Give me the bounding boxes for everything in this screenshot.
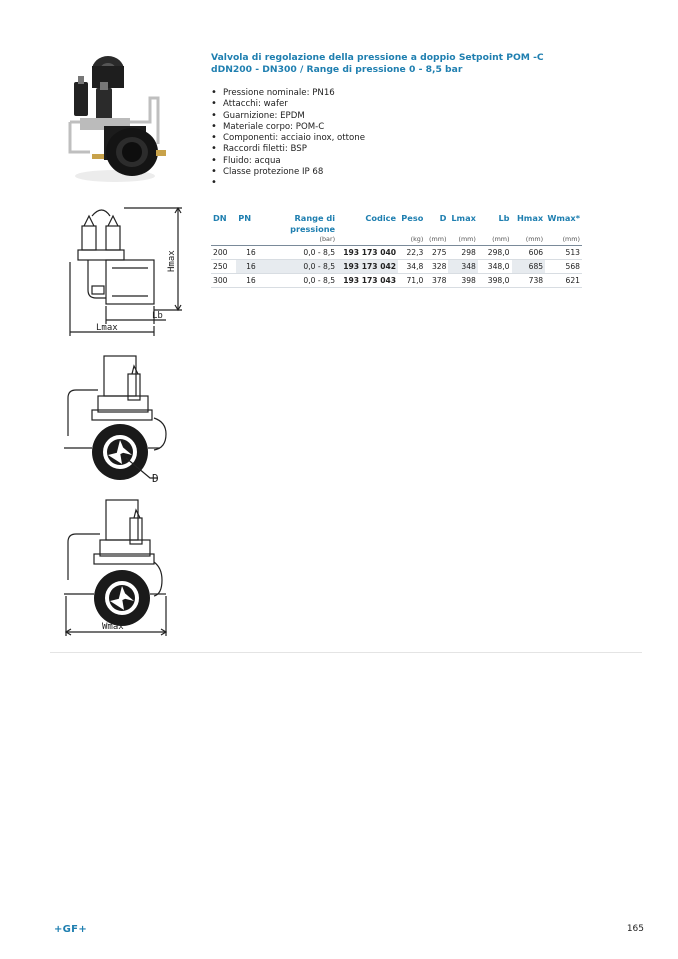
unit-range: (bar) bbox=[319, 235, 336, 243]
col-header-pn: PN bbox=[238, 213, 252, 223]
cell-hmax: 685 bbox=[512, 260, 546, 274]
col-header-lmax: Lmax bbox=[451, 213, 476, 223]
unit-lmax: (mm) bbox=[458, 235, 476, 243]
cell-lmax: 398 bbox=[461, 276, 476, 285]
cell-d: 378 bbox=[431, 276, 447, 285]
cell-wmax: 568 bbox=[565, 262, 580, 271]
cell-hmax: 606 bbox=[528, 248, 544, 257]
spec-item: • Classe protezione IP 68 bbox=[211, 167, 365, 178]
cell-codice: 193 173 040 bbox=[343, 248, 397, 257]
cell-range: 0,0 - 8,5 bbox=[303, 248, 336, 257]
table-units-row bbox=[211, 235, 582, 244]
specifications-list bbox=[211, 88, 365, 190]
lb-label: Lb bbox=[152, 311, 163, 321]
cell-lmax: 298 bbox=[461, 248, 476, 257]
product-photo bbox=[60, 52, 172, 184]
unit-d: (mm) bbox=[429, 235, 447, 243]
cell-lb: 298,0 bbox=[487, 248, 510, 257]
cell-dn: 300 bbox=[213, 276, 228, 285]
dimensions-table bbox=[211, 213, 582, 288]
unit-hmax: (mm) bbox=[525, 235, 544, 243]
table-row bbox=[211, 246, 582, 260]
cell-hmax: 738 bbox=[528, 276, 544, 285]
cell-pn: 16 bbox=[236, 260, 265, 274]
cell-peso: 71,0 bbox=[406, 276, 424, 285]
dimension-drawing-front-wmax bbox=[62, 496, 172, 638]
cell-range: 0,0 - 8,5 bbox=[303, 276, 336, 285]
page-number: 165 bbox=[626, 924, 644, 934]
product-title bbox=[211, 52, 651, 76]
col-header-wmax: Wmax* bbox=[547, 213, 580, 223]
cell-dn: 200 bbox=[213, 248, 228, 257]
cell-peso: 22,3 bbox=[406, 248, 424, 257]
spec-item: • Pressione nominale: PN16 bbox=[211, 88, 365, 99]
cell-d: 328 bbox=[431, 262, 447, 271]
unit-peso: (kg) bbox=[410, 235, 424, 243]
spec-item: • Materiale corpo: POM-C bbox=[211, 122, 365, 133]
d-label: D bbox=[152, 472, 159, 484]
cell-dn: 250 bbox=[213, 262, 228, 271]
cell-peso: 34,8 bbox=[406, 262, 424, 271]
cell-codice: 193 173 043 bbox=[343, 276, 397, 285]
col-header-range: Range di pressione bbox=[290, 213, 336, 234]
hmax-label: Hmax bbox=[167, 250, 177, 272]
dimension-drawing-front-d bbox=[62, 352, 172, 484]
title-line-1: Valvola di regolazione della pressione a doppio Setpoint POM -C bbox=[211, 52, 544, 63]
lmax-label: Lmax bbox=[96, 323, 118, 333]
table-row bbox=[211, 274, 582, 288]
col-header-dn: DN bbox=[213, 213, 227, 223]
spec-item: • Guarnizione: EPDM bbox=[211, 111, 365, 122]
spec-item: • Fluido: acqua bbox=[211, 156, 365, 167]
cell-d: 275 bbox=[431, 248, 447, 257]
cell-wmax: 621 bbox=[565, 276, 580, 285]
spec-item bbox=[211, 178, 365, 189]
col-header-lb: Lb bbox=[498, 213, 510, 223]
col-header-codice: Codice bbox=[365, 213, 397, 223]
cell-lmax: 348 bbox=[448, 260, 477, 274]
table-row bbox=[211, 260, 582, 274]
spec-item: • Componenti: acciaio inox, ottone bbox=[211, 133, 365, 144]
wmax-label: Wmax bbox=[102, 622, 124, 632]
cell-range: 0,0 - 8,5 bbox=[266, 260, 337, 274]
cell-lb: 348,0 bbox=[487, 262, 510, 271]
col-header-peso: Peso bbox=[401, 213, 424, 223]
spec-item: • Attacchi: wafer bbox=[211, 99, 365, 110]
col-header-d: D bbox=[439, 213, 447, 223]
section-divider bbox=[50, 652, 642, 653]
dimension-drawing-side bbox=[62, 202, 192, 338]
unit-wmax: (mm) bbox=[562, 235, 580, 243]
unit-lb: (mm) bbox=[492, 235, 510, 243]
cell-wmax: 513 bbox=[565, 248, 580, 257]
cell-lb: 398,0 bbox=[487, 276, 510, 285]
table-header-row bbox=[211, 213, 582, 235]
spec-item: • Raccordi filetti: BSP bbox=[211, 144, 365, 155]
title-line-2: dDN200 - DN300 / Range di pressione 0 - 8,5 bar bbox=[211, 64, 463, 75]
cell-pn: 16 bbox=[246, 248, 256, 257]
gf-logo: +GF+ bbox=[54, 924, 87, 935]
col-header-hmax: Hmax bbox=[516, 213, 544, 223]
cell-codice: 193 173 042 bbox=[337, 260, 398, 274]
cell-pn: 16 bbox=[246, 276, 256, 285]
